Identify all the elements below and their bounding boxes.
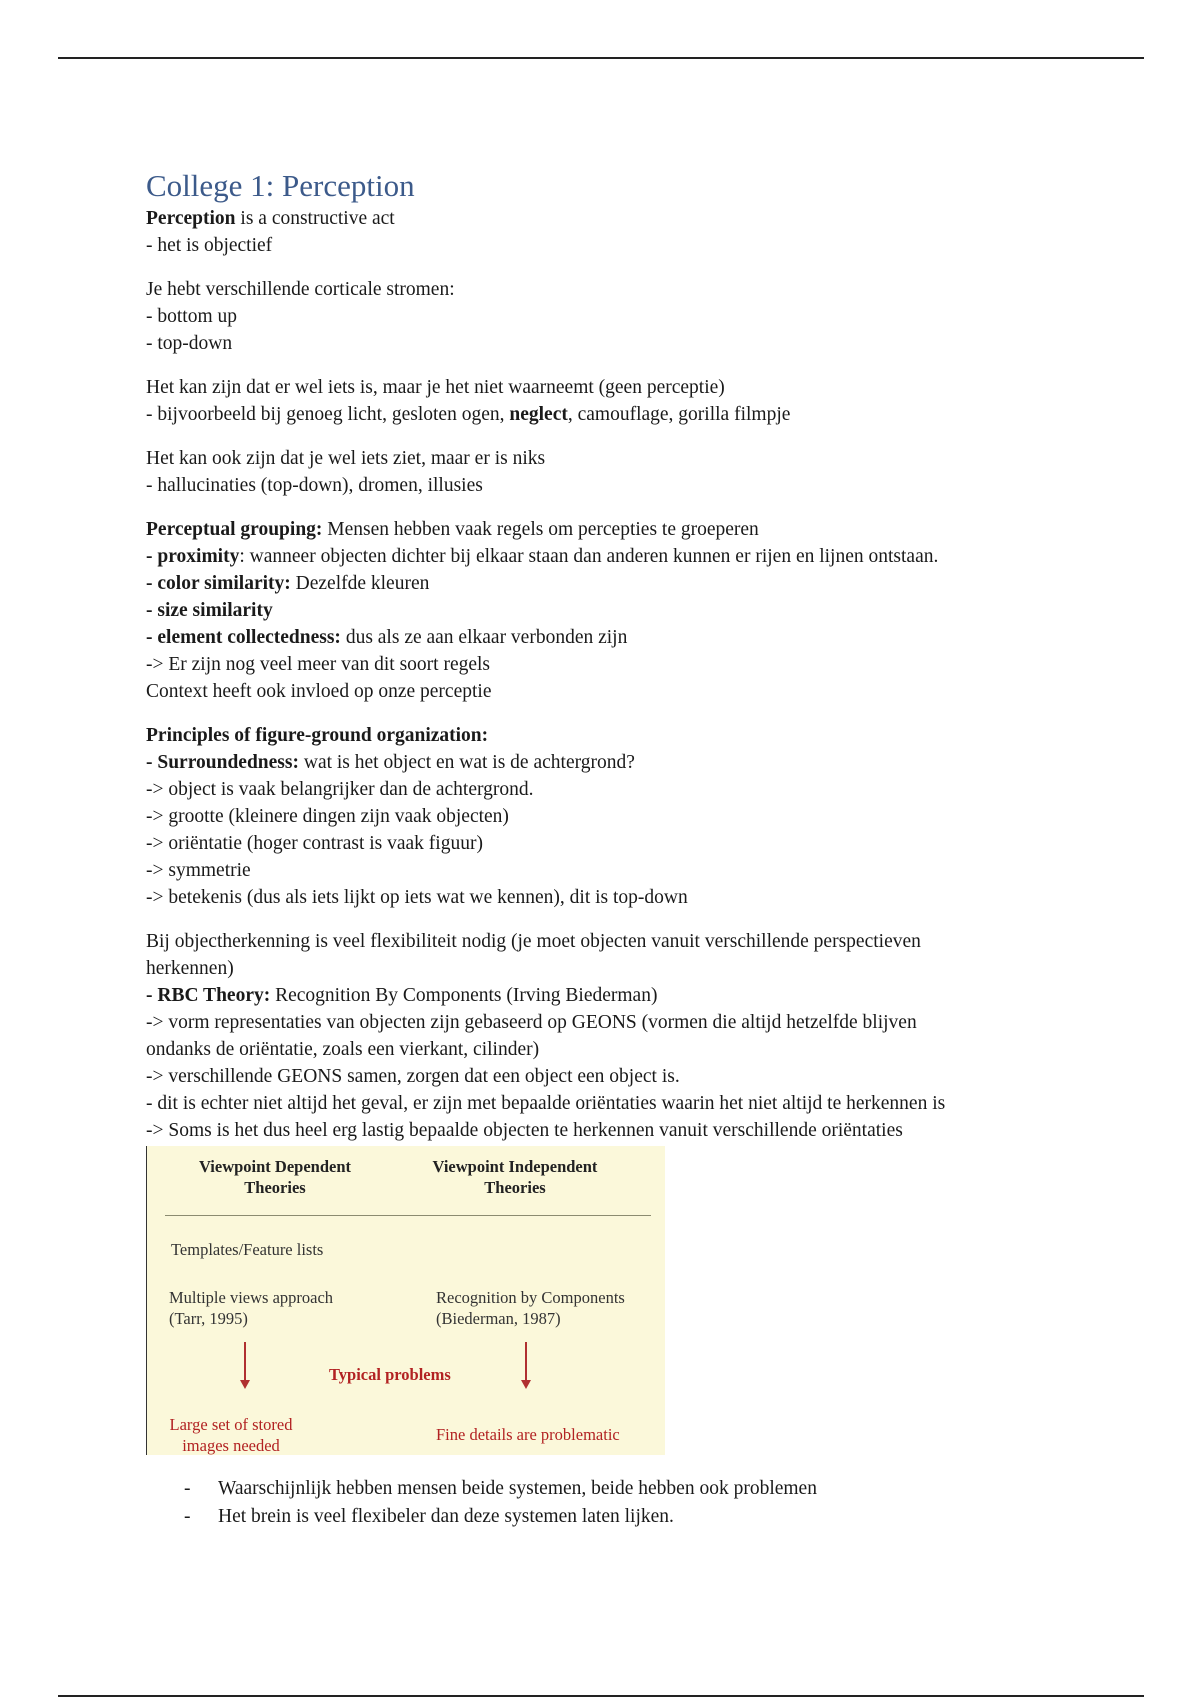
paragraph-perception: Perception is a constructive act - het is objectief — [146, 208, 395, 256]
viewpoint-dependent-header: Viewpoint Dependent Theories — [198, 1157, 352, 1197]
paragraph-cortical-streams: Je hebt verschillende corticale stromen: - bottom up - top-down — [146, 279, 455, 354]
rbc-label: Recognition by Components (Biederman, 1987) — [436, 1288, 625, 1328]
templates-label: Templates/Feature lists — [171, 1240, 324, 1259]
paragraph-perceptual-grouping: Perceptual grouping: Mensen hebben vaak regels om percepties te groeperen - proximity: wanneer objecten dichter bij elkaar staan dan anderen kunnen er rijen en lijnen ontstaan. - color similarity: Dezelfde kleuren - size similarity - element collectedness: dus als ze aan elkaar verbonden zijn -> Er zijn nog veel meer van dit soort regels Context heeft ook invloed op onze perceptie — [146, 519, 939, 702]
paragraph-object-recognition: Bij objectherkenning is veel flexibiliteit nodig (je moet objecten vanuit verschillende perspectieven herkennen) - RBC Theory: Recognition By Components (Irving Biederman) -> vorm representaties van objecten zijn gebaseerd op GEONS (vormen die altijd hetzelfde blijven ondanks de oriëntatie, zoals een vierkant, cilinder) -> verschillende GEONS samen, zorgen dat een object een object is. - dit is echter niet altijd het geval, er zijn met bepaalde oriëntaties waarin het niet altijd te herkennen is -> Soms is het dus heel erg lastig bepaalde objecten te herkennen vanuit verschillende oriëntaties — [146, 931, 946, 1141]
right-arrow-head — [521, 1380, 531, 1389]
paragraph-hallucinations: Het kan ook zijn dat je wel iets ziet, maar er is niks - hallucinaties (top-down), dromen, illusies — [146, 448, 546, 496]
list-item: - Het brein is veel flexibeler dan deze systemen laten lijken. — [184, 1506, 674, 1527]
multiple-views-label: Multiple views approach (Tarr, 1995) — [169, 1288, 334, 1328]
term-perception: Perception — [146, 208, 236, 229]
fine-details-label: Fine details are problematic — [436, 1425, 620, 1444]
large-set-label: Large set of stored images needed — [169, 1415, 293, 1455]
bottom-rule — [58, 1695, 1144, 1697]
paragraph-figure-ground: Principles of figure-ground organization: - Surroundedness: wat is het object en wat is de achtergrond? -> object is vaak belangrijker dan de achtergrond. -> grootte (kleinere dingen zijn vaak objecten) -> oriëntatie (hoger contrast is vaak figuur) -> symmetrie -> betekenis (dus als iets lijkt op iets wat we kennen), dit is top-down — [146, 725, 688, 908]
right-arrow-shaft — [525, 1342, 527, 1382]
viewpoint-independent-header: Viewpoint Independent Theories — [432, 1157, 598, 1197]
paragraph-no-perception: Het kan zijn dat er wel iets is, maar je het niet waarneemt (geen perceptie) - bijvoorbeeld bij genoeg licht, gesloten ogen, neglect, camouflage, gorilla filmpje — [146, 377, 791, 425]
page-title: College 1: Perception — [146, 168, 415, 203]
list-item: - Waarschijnlijk hebben mensen beide systemen, beide hebben ook problemen — [184, 1478, 817, 1499]
figure-divider — [165, 1215, 651, 1216]
conclusion-list — [146, 1475, 1106, 1531]
left-arrow-head — [240, 1380, 250, 1389]
typical-problems-label: Typical problems — [329, 1365, 451, 1384]
left-arrow-shaft — [244, 1342, 246, 1382]
top-rule — [58, 57, 1144, 59]
viewpoint-theories-figure — [146, 1146, 665, 1455]
document-body — [146, 167, 1106, 1531]
